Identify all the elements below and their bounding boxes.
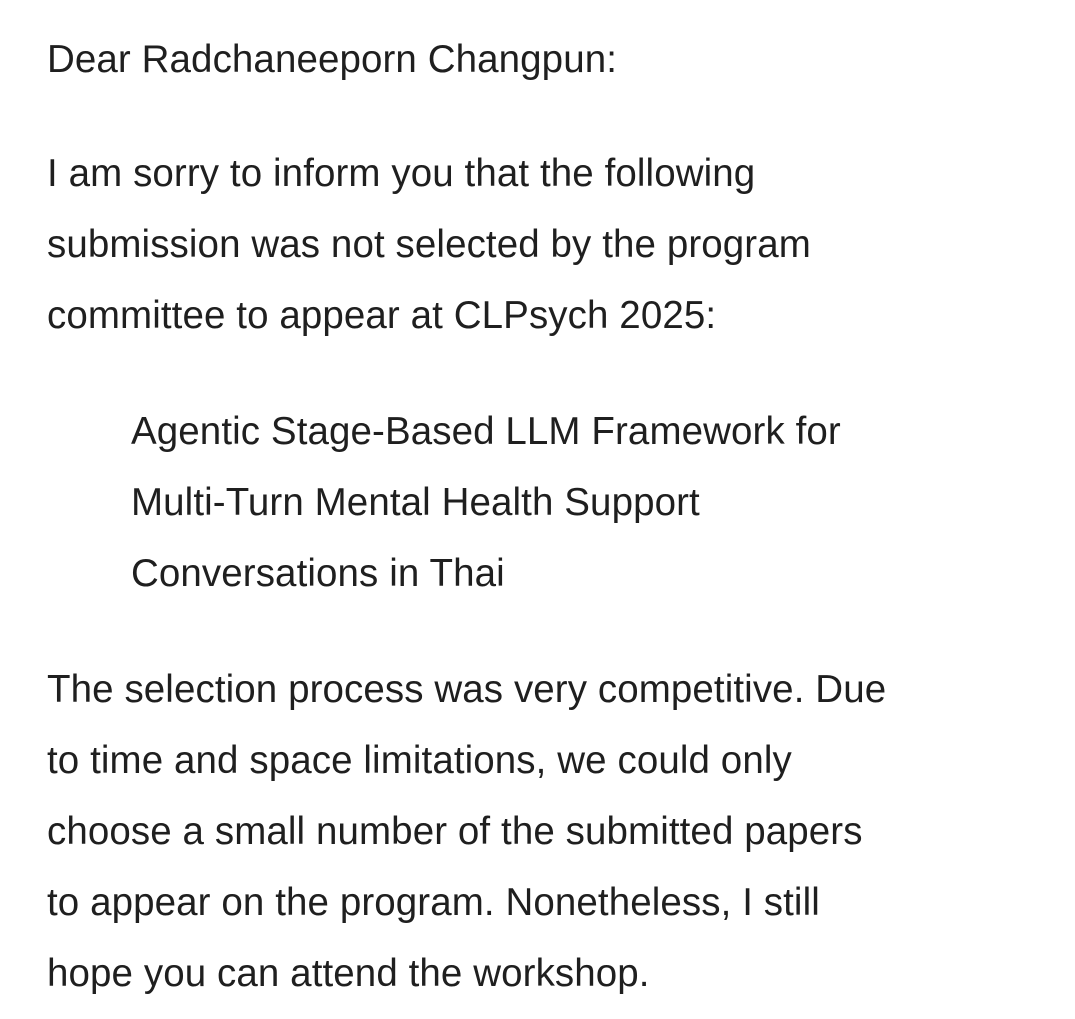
closing-line: The selection process was very competitive. Due bbox=[47, 668, 887, 711]
intro-line: submission was not selected by the program bbox=[47, 223, 811, 266]
paper-title-line: Agentic Stage-Based LLM Framework for bbox=[131, 410, 841, 453]
intro-line: committee to appear at CLPsych 2025: bbox=[47, 294, 717, 337]
paper-title-line: Multi-Turn Mental Health Support bbox=[131, 481, 700, 524]
closing-line: to appear on the program. Nonetheless, I still bbox=[47, 881, 820, 924]
closing-line: to time and space limitations, we could only bbox=[47, 739, 792, 782]
greeting-line: Dear Radchaneeporn Changpun: bbox=[47, 38, 618, 81]
closing-line: hope you can attend the workshop. bbox=[47, 952, 650, 995]
paper-title-line: Conversations in Thai bbox=[131, 552, 505, 595]
paper-title bbox=[131, 396, 841, 609]
intro-line: I am sorry to inform you that the following bbox=[47, 152, 756, 195]
greeting bbox=[47, 24, 617, 95]
intro-paragraph bbox=[47, 138, 811, 351]
closing-line: choose a small number of the submitted papers bbox=[47, 810, 863, 853]
closing-paragraph bbox=[47, 654, 886, 1009]
